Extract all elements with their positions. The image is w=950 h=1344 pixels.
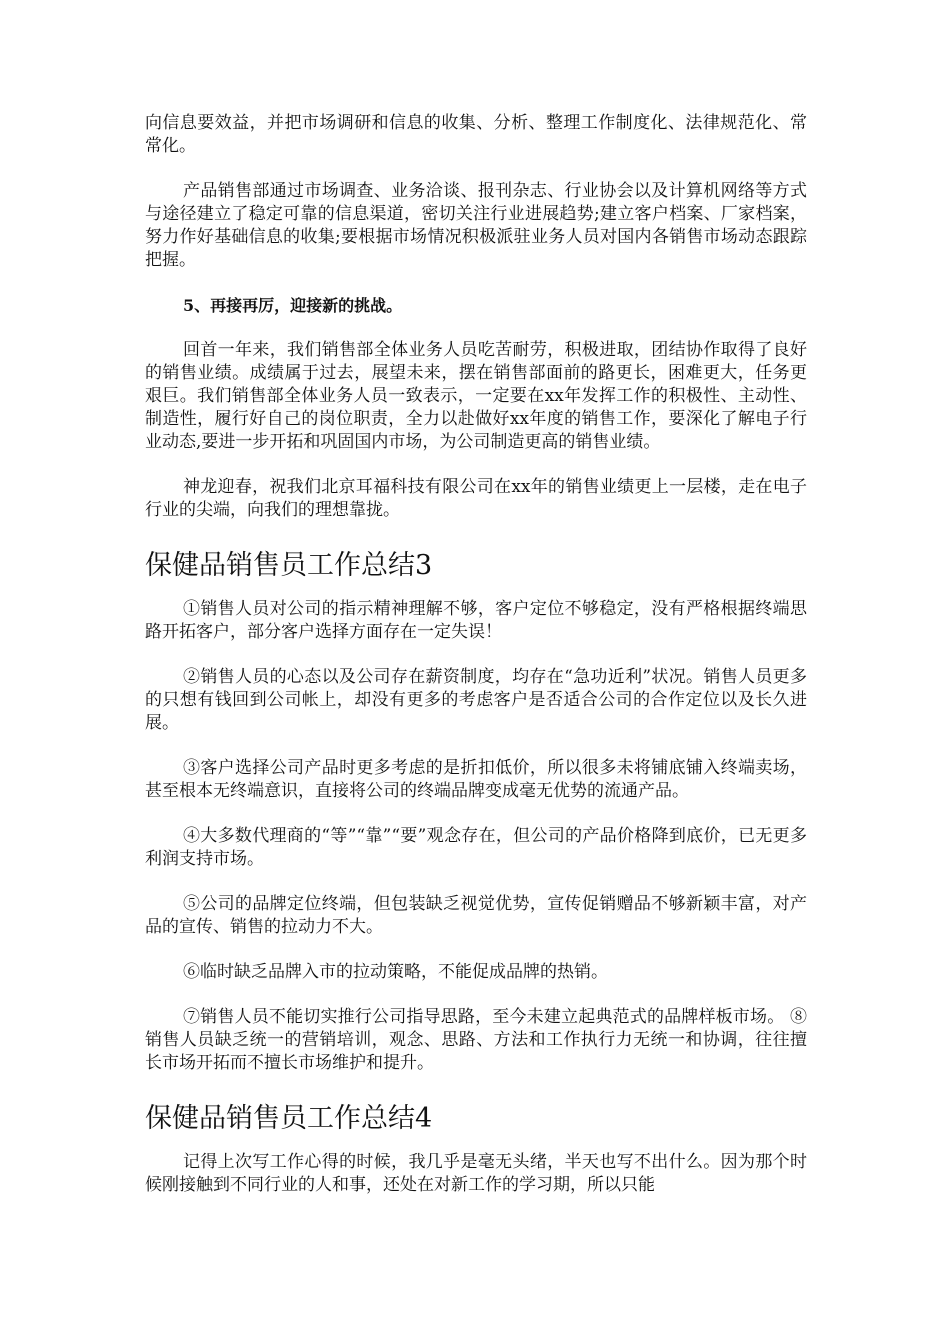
paragraph: ②销售人员的心态以及公司存在薪资制度，均存在“急功近利”状况。销售人员更多的只想有钱回到公司帐上，却没有更多的考虑客户是否适合公司的合作定位以及长久进展。 bbox=[145, 667, 807, 733]
document-page bbox=[145, 112, 807, 1197]
paragraph: 回首一年来，我们销售部全体业务人员吃苦耐劳，积极进取，团结协作取得了良好的销售业绩。成绩属于过去，展望未来，摆在销售部面前的路更长，困难更大，任务更艰巨。我们销售部全体业务人员一致表示，一定要在xx年发挥工作的积极性、主动性、制造性，履行好自己的岗位职责，全力以赴做好xx年度的销售工作，要深化了解电子行业动态,要进一步开拓和巩固国内市场，为公司制造更高的销售业绩。 bbox=[145, 340, 807, 452]
paragraph: ⑦销售人员不能切实推行公司指导思路，至今未建立起典范式的品牌样板市场。 ⑧销售人员缺乏统一的营销培训，观念、思路、方法和工作执行力无统一和协调，往往擅长市场开拓而不擅长市场维护和提升。 bbox=[145, 1007, 807, 1073]
section-title: 保健品销售员工作总结4 bbox=[145, 1103, 433, 1134]
paragraph: 产品销售部通过市场调查、业务洽谈、报刊杂志、行业协会以及计算机网络等方式与途径建立了稳定可靠的信息渠道，密切关注行业进展趋势;建立客户档案、厂家档案，努力作好基础信息的收集;要根据市场情况积极派驻业务人员对国内各销售市场动态跟踪把握。 bbox=[145, 181, 807, 270]
paragraph: ⑥临时缺乏品牌入市的拉动策略，不能促成品牌的热销。 bbox=[183, 962, 608, 982]
section-heading: 5、再接再厉，迎接新的挑战。 bbox=[183, 296, 403, 315]
paragraph: ③客户选择公司产品时更多考虑的是折扣低价，所以很多未将铺底铺入终端卖场，甚至根本无终端意识，直接将公司的终端品牌变成毫无优势的流通产品。 bbox=[145, 758, 807, 801]
paragraph: ⑤公司的品牌定位终端，但包装缺乏视觉优势，宣传促销赠品不够新颖丰富，对产品的宣传、销售的拉动力不大。 bbox=[145, 894, 807, 937]
paragraph: ①销售人员对公司的指示精神理解不够，客户定位不够稳定，没有严格根据终端思路开拓客户，部分客户选择方面存在一定失误！ bbox=[145, 599, 807, 642]
paragraph: 记得上次写工作心得的时候，我几乎是毫无头绪，半天也写不出什么。因为那个时候刚接触到不同行业的人和事，还处在对新工作的学习期，所以只能 bbox=[145, 1152, 807, 1195]
section-title: 保健品销售员工作总结3 bbox=[145, 550, 433, 581]
paragraph: 向信息要效益，并把市场调研和信息的收集、分析、整理工作制度化、法律规范化、常常化。 bbox=[145, 113, 807, 156]
paragraph: ④大多数代理商的“等”“靠”“要”观念存在，但公司的产品价格降到底价，已无更多利润支持市场。 bbox=[145, 826, 807, 869]
paragraph: 神龙迎春，祝我们北京耳福科技有限公司在xx年的销售业绩更上一层楼，走在电子行业的尖端，向我们的理想靠拢。 bbox=[145, 477, 807, 520]
